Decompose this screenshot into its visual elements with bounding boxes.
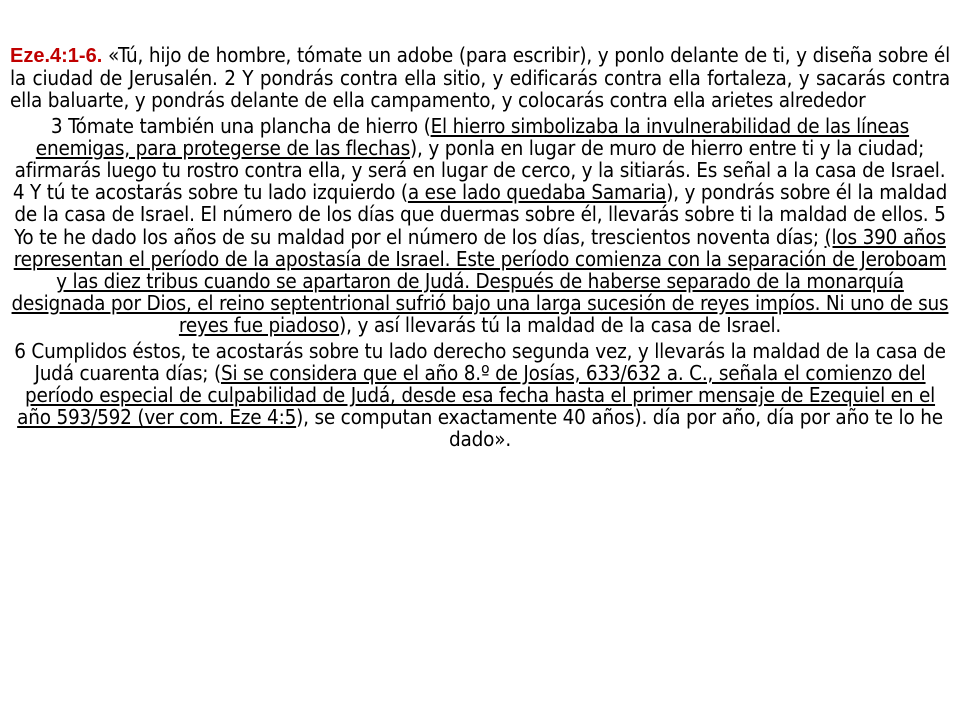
paragraph-verses-1-2 <box>10 44 950 112</box>
paragraph-verse-6 <box>10 340 950 451</box>
commentary-note: Si se considera que el año 8.º de Josías, 633/632 a. C., señala el comienzo del período especial de culpabilidad de Judá, desde esa fecha hasta el primer mensaje de Ezequiel en el año 593/592 (ver com. Eze 4:5 <box>17 360 936 430</box>
verse-text: ), y pondrás sobre él la maldad de la casa de Israel. El número de los días que duermas sobre él, llevarás sobre ti la maldad de ellos. 5 Yo te he dado los años de su maldad por el número de los días, trescientos noventa días; <box>14 180 948 249</box>
verse-text: ), se computan exactamente 40 años). día por año, día por año te lo he dado <box>296 405 943 452</box>
commentary-note: (los 390 años representan el período de la apostasía de Israel. Este período comienza con la separación de Jeroboam y las diez tribus cuando se apartaron de Judá. Después de haberse separado de la monarquía designada por Dios, el reino septentrional sufrió bajo una larga sucesión de reyes impíos. Ni uno de sus reyes fue piadoso <box>11 224 949 338</box>
verse-text: ), y ponla en lugar de muro de hierro entre ti y la ciudad; afirmarás luego tu rostro contra ella, y será en lugar de cerco, y la sitiarás. Es señal a la casa de Israel. 4 Y tú te acostarás sobre tu lado izquierdo ( <box>12 135 946 205</box>
verse-text: 6 Cumplidos éstos, te acostarás sobre tu lado derecho segunda vez, y llevarás la maldad de la casa de Judá cuarenta días; ( <box>14 338 946 385</box>
commentary-note: El hierro simbolizaba la invulnerabilidad de las líneas enemigas, para protegerse de las flechas <box>35 113 910 160</box>
closing-quote: ». <box>494 427 511 452</box>
verse-text: 3 Tómate también una plancha de hierro ( <box>50 113 431 138</box>
commentary-note: a ese lado quedaba Samaria <box>407 180 667 205</box>
paragraph-verses-3-5 <box>10 115 950 337</box>
scripture-reference: Eze.4:1-6. <box>10 45 103 67</box>
verse-text: «Tú, hijo de hombre, tómate un adobe (para escribir), y ponlo delante de ti, y diseña sobre él la ciudad de Jerusalén. 2 Y pondrás contra ella sitio, y edificarás contra ella fortaleza, y sacarás contra ella baluarte, y pondrás delante de ella campamento, y colocarás contra ella arietes alrededor <box>10 43 950 113</box>
verse-text: ), y así llevarás tú la maldad de la casa de Israel. <box>339 313 782 338</box>
